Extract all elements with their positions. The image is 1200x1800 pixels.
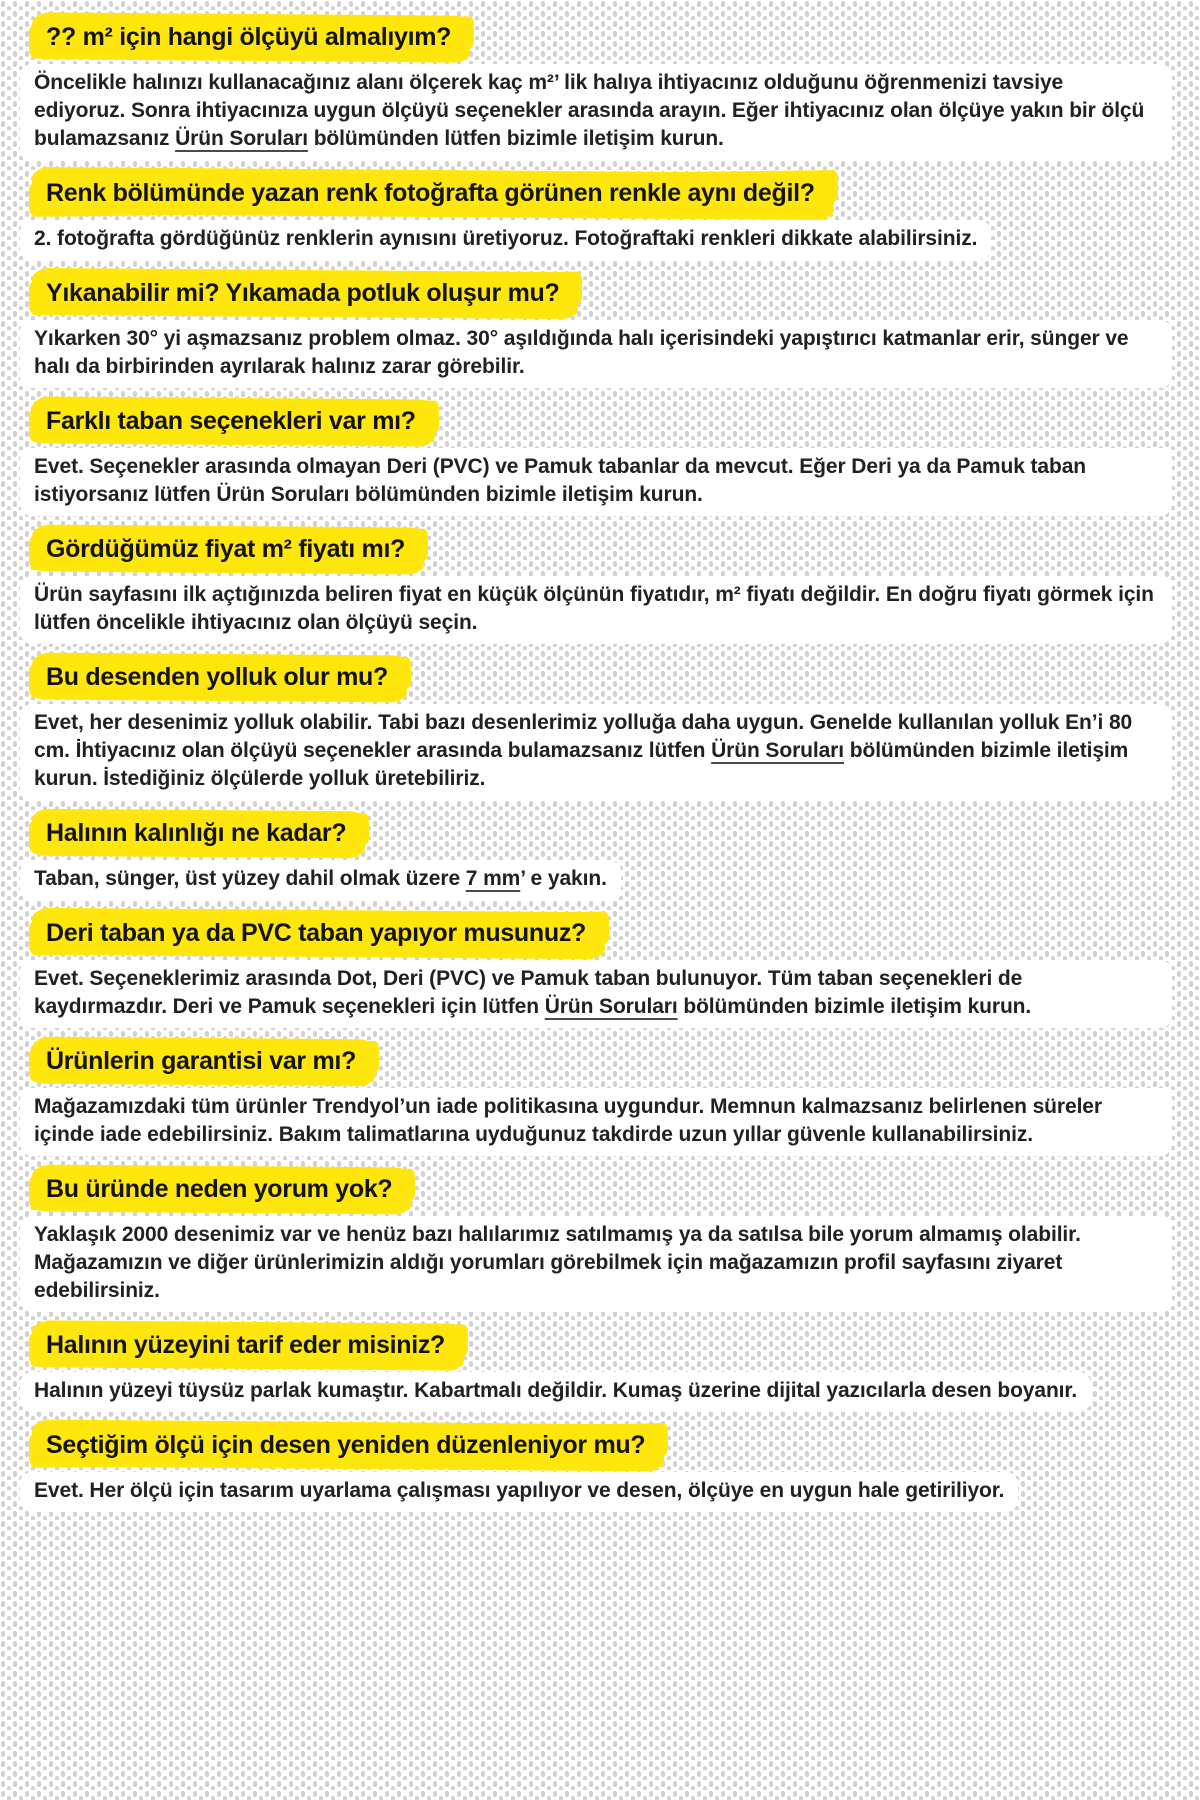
question-text: Bu desenden yolluk olur mu? (46, 663, 388, 691)
faq-item (34, 18, 1172, 160)
question-text: Halının kalınlığı ne kadar? (46, 819, 347, 847)
faq-item (34, 274, 1172, 388)
question-text: Yıkanabilir mi? Yıkamada potluk oluşur mu? (46, 279, 560, 307)
answer-segment: Evet. Seçeneklerimiz arasında Dot, Deri (PVC) ve Pamuk taban bulunuyor. Tüm taban seçenekleri de kaydırmazdır. Deri ve Pamuk seçenekleri için lütfen (34, 967, 1023, 1018)
question-highlight (34, 1426, 661, 1466)
faq-item (34, 914, 1172, 1028)
answer-underlined-ref: Ürün Soruları (711, 739, 844, 762)
question-text: Ürünlerin garantisi var mı? (46, 1047, 357, 1075)
answer-text (20, 1372, 1091, 1412)
question-highlight (34, 658, 404, 698)
answer-underlined-ref: Ürün Soruları (544, 995, 678, 1018)
question-row (34, 814, 1172, 854)
answer-segment: Evet. Her ölçü için tasarım uyarlama çalışması yapılıyor ve desen, ölçüye en uygun hale getiriliyor. (34, 1479, 1005, 1502)
answer-text (20, 1472, 1018, 1512)
answer-segment: Yaklaşık 2000 desenimiz var ve henüz bazı halılarımız satılmamış ya da satılsa bile yorum almamış olabilir. Mağazamızın ve diğer ürünlerimizin aldığı yorumları görebilmek için mağazamızın profil sayfasını ziyaret edebilirsiniz. (34, 1223, 1081, 1302)
question-highlight (34, 914, 602, 954)
answer-text (20, 320, 1172, 388)
question-highlight (34, 402, 432, 442)
answer-underlined-ref: Ürün Soruları (175, 127, 308, 150)
answer-segment: bölümünden bizimle iletişim kurun. (677, 995, 1032, 1018)
faq-item (34, 402, 1172, 516)
answer-text (20, 1088, 1172, 1156)
answer-text (20, 1216, 1172, 1312)
question-row (34, 174, 1172, 214)
question-highlight (34, 814, 362, 854)
faq-item (34, 530, 1172, 644)
answer-text (20, 448, 1172, 516)
answer-text (20, 960, 1172, 1028)
answer-segment: Ürün sayfasını ilk açtığınızda beliren fiyat en küçük ölçünün fiyatıdır, m² fiyatı değildir. En doğru fiyatı görmek için lütfen öncelikle ihtiyacınız olan ölçüyü seçin. (34, 583, 1154, 634)
answer-segment: Halının yüzeyi tüysüz parlak kumaştır. Kabartmalı değildir. Kumaş üzerine dijital yazıcılarla desen boyanır. (34, 1379, 1078, 1402)
answer-text (20, 704, 1172, 800)
answer-segment: Taban, sünger, üst yüzey dahil olmak üzere (34, 867, 466, 890)
answer-text (20, 860, 621, 900)
question-text: Seçtiğim ölçü için desen yeniden düzenleniyor mu? (46, 1431, 646, 1459)
question-row (34, 18, 1172, 58)
answer-segment: Öncelikle halınızı kullanacağınız alanı ölçerek kaç m²’ lik halıya ihtiyacınız olduğunu öğrenmenizi tavsiye ediyoruz. Sonra ihtiyacınıza uygun ölçüyü seçenekler arasında arayın. Eğer ihtiyacınız olan ölçüye yakın bir ölçü bulamazsanız (34, 71, 1145, 150)
answer-segment: Evet, her desenimiz yolluk olabilir. Tabi bazı desenlerimiz yolluğa daha uygun. Genelde kullanılan yolluk En’i 80 cm. İhtiyacınız olan ölçüyü seçenekler arasında bulamazsanız lütfen (34, 711, 1133, 762)
answer-underlined-ref: 7 mm (465, 867, 521, 890)
faq-item (34, 1426, 1172, 1512)
question-text: ?? m² için hangi ölçüyü almalıyım? (46, 23, 452, 51)
faq-item (34, 814, 1172, 900)
question-text: Farklı taban seçenekleri var mı? (46, 407, 416, 435)
question-text: Renk bölümünde yazan renk fotoğrafta görünen renkle aynı değil? (46, 179, 815, 207)
answer-segment: bölümünden bizimle iletişim kurun. İstediğiniz ölçülerde yolluk üretebiliriz. (34, 739, 1129, 790)
answer-segment: Mağazamızdaki tüm ürünler Trendyol’un iade politikasına uygundur. Memnun kalmazsanız belirlenen süreler içinde iade edebilirsiniz. Bakım talimatlarına uyduğunuz takdirde uzun yıllar güvenle kullanabilirsiniz. (34, 1095, 1102, 1146)
question-text: Bu üründe neden yorum yok? (46, 1175, 393, 1203)
question-row (34, 1426, 1172, 1466)
question-row (34, 914, 1172, 954)
question-row (34, 658, 1172, 698)
answer-text (20, 576, 1172, 644)
answer-segment: 2. fotoğrafta gördüğünüz renklerin aynısını üretiyoruz. Fotoğraftaki renkleri dikkate alabilirsiniz. (34, 227, 978, 250)
question-highlight (34, 18, 467, 58)
answer-text (20, 64, 1172, 160)
question-text: Gördüğümüz fiyat m² fiyatı mı? (46, 535, 406, 563)
question-text: Halının yüzeyini tarif eder misiniz? (46, 1331, 446, 1359)
question-highlight (34, 174, 831, 214)
answer-text (20, 220, 991, 260)
faq-item (34, 1326, 1172, 1412)
question-row (34, 274, 1172, 314)
question-highlight (34, 1326, 461, 1366)
question-highlight (34, 530, 421, 570)
answer-segment: ’ e yakın. (520, 867, 607, 890)
answer-segment: Evet. Seçenekler arasında olmayan Deri (PVC) ve Pamuk tabanlar da mevcut. Eğer Deri ya da Pamuk taban istiyorsanız lütfen Ürün Soruları bölümünden bizimle iletişim kurun. (34, 455, 1087, 506)
answer-segment: Yıkarken 30° yi aşmazsanız problem olmaz. 30° aşıldığında halı içerisindeki yapıştırıcı katmanlar erir, sünger ve halı da birbirinden ayrılarak halınız zarar görebilir. (34, 327, 1129, 378)
question-row (34, 530, 1172, 570)
faq-item (34, 174, 1172, 260)
question-highlight (34, 1042, 372, 1082)
faq-item (34, 1170, 1172, 1312)
question-highlight (34, 1170, 408, 1210)
question-row (34, 1042, 1172, 1082)
faq-item (34, 658, 1172, 800)
question-text: Deri taban ya da PVC taban yapıyor musunuz? (46, 919, 587, 947)
answer-segment: bölümünden lütfen bizimle iletişim kurun. (307, 127, 724, 150)
faq-item (34, 1042, 1172, 1156)
question-row (34, 1326, 1172, 1366)
question-highlight (34, 274, 575, 314)
question-row (34, 1170, 1172, 1210)
question-row (34, 402, 1172, 442)
